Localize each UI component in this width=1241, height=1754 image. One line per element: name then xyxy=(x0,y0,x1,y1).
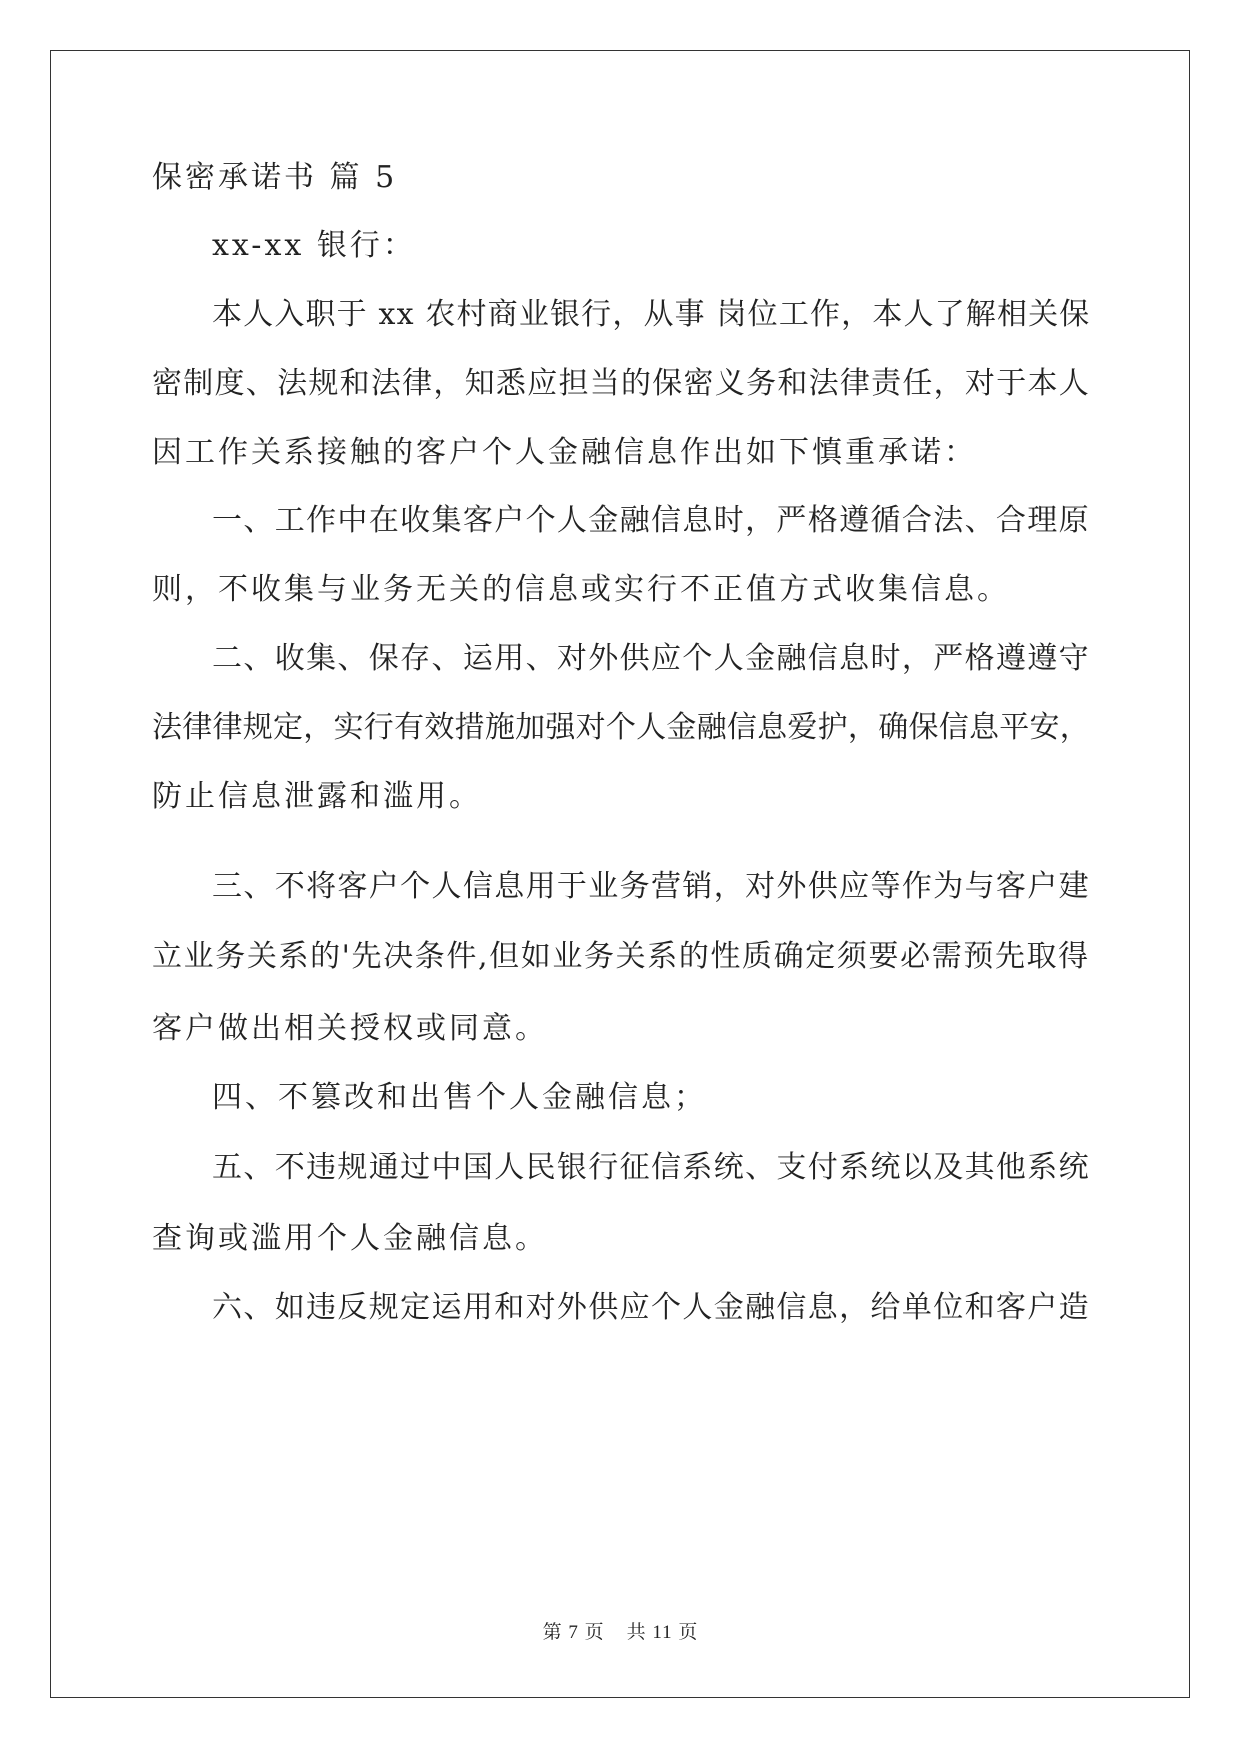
paragraph-line: 四、不篡改和出售个人金融信息； xyxy=(212,1080,707,1115)
addressee-line: xx-xx 银行： xyxy=(212,228,416,263)
page-number: 第 7 页 xyxy=(542,1622,605,1643)
paragraph-line: 一、工作中在收集客户个人金融信息时，严格遵循合法、合理原 xyxy=(212,503,1090,538)
page-total: 共 11 页 xyxy=(626,1622,699,1643)
paragraph-line: 因工作关系接触的客户个人金融信息作出如下慎重承诺： xyxy=(152,435,977,470)
paragraph-line: 法律律规定，实行有效措施加强对个人金融信息爱护，确保信息平安， xyxy=(152,710,1090,745)
paragraph-line: 查询或滥用个人金融信息。 xyxy=(152,1221,548,1256)
paragraph-line: 五、不违规通过中国人民银行征信系统、支付系统以及其他系统 xyxy=(212,1150,1090,1185)
paragraph-line: 本人入职于 xx 农村商业银行，从事 岗位工作，本人了解相关保 xyxy=(212,297,1091,332)
paragraph-line: 则，不收集与业务无关的信息或实行不正值方式收集信息。 xyxy=(152,572,1010,607)
paragraph-line: 密制度、法规和法律，知悉应担当的保密义务和法律责任，对于本人 xyxy=(152,366,1090,401)
paragraph-line: 立业务关系的'先决条件,但如业务关系的性质确定须要必需预先取得 xyxy=(152,939,1090,974)
paragraph-line: 六、如违反规定运用和对外供应个人金融信息，给单位和客户造 xyxy=(212,1290,1090,1325)
paragraph-line: 二、收集、保存、运用、对外供应个人金融信息时，严格遵遵守 xyxy=(212,641,1090,676)
document-title: 保密承诺书 篇 5 xyxy=(152,160,398,195)
paragraph-line: 客户做出相关授权或同意。 xyxy=(152,1011,548,1046)
paragraph-line: 防止信息泄露和滥用。 xyxy=(152,779,482,814)
paragraph-line: 三、不将客户个人信息用于业务营销，对外供应等作为与客户建 xyxy=(212,869,1090,904)
page-footer xyxy=(0,1617,1241,1644)
